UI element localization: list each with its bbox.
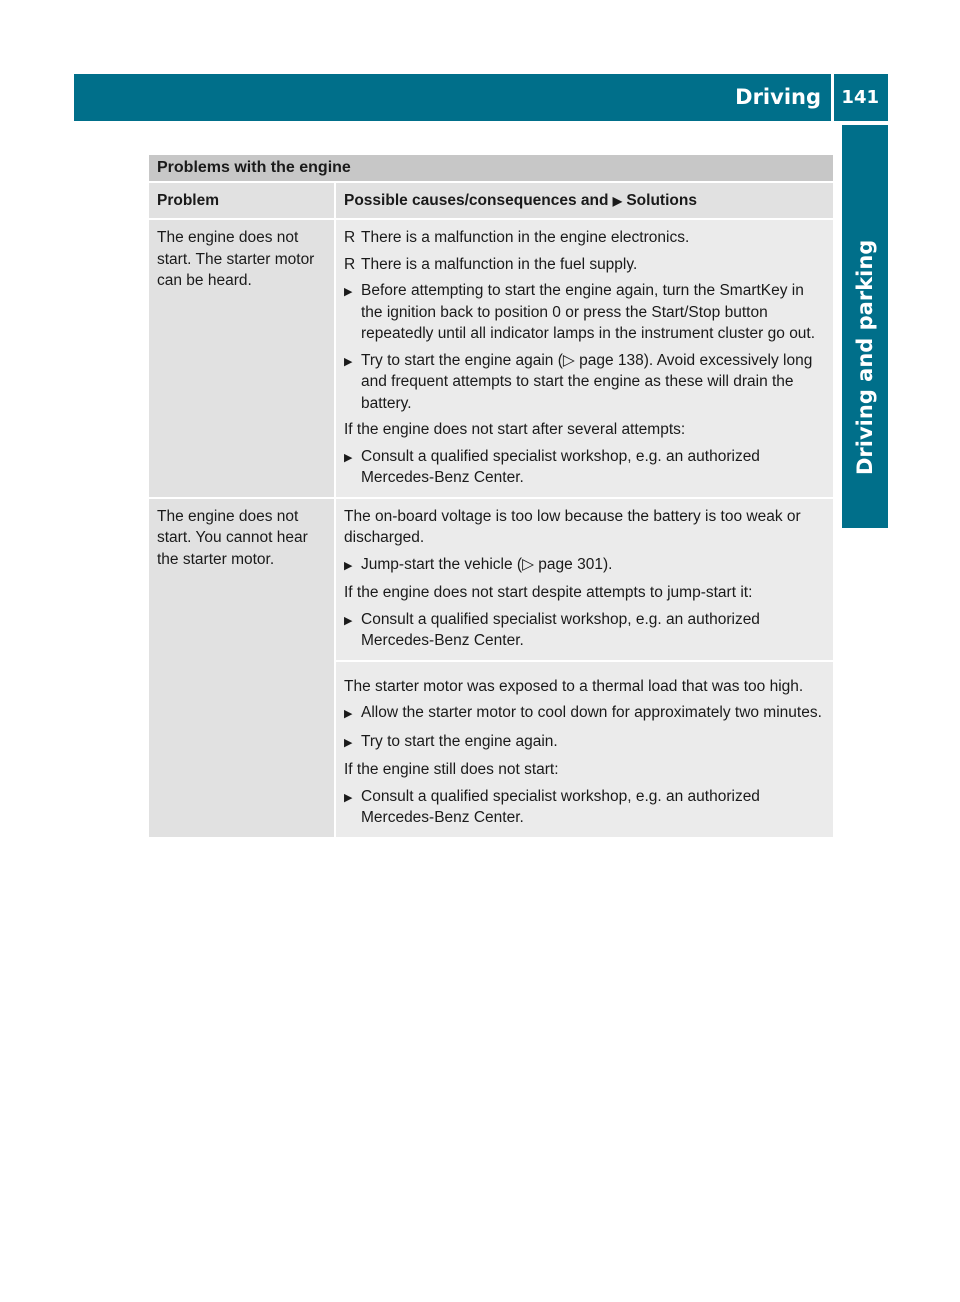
action-arrow-icon: ▶ xyxy=(344,614,353,627)
step-text: Try to start the engine again. xyxy=(361,732,558,750)
table-body xyxy=(149,220,833,837)
header-divider xyxy=(831,74,834,121)
column-header-problem: Problem xyxy=(149,183,336,218)
solution-step xyxy=(344,786,827,829)
table-row xyxy=(149,497,833,837)
column-header-solutions-text: Possible causes/consequences and xyxy=(344,192,609,209)
action-arrow-icon: ▶ xyxy=(344,559,353,572)
step-text: Try to start the engine again (▷ page 138). Avoid excessively long and frequent attempts to start the engine as these will drain the battery. xyxy=(361,351,813,412)
cause-block xyxy=(336,220,833,497)
column-header-solutions xyxy=(336,183,833,218)
solution-step xyxy=(344,609,827,652)
section-title: Driving xyxy=(735,85,821,109)
solutions-cell xyxy=(336,220,833,497)
bullet-icon: R xyxy=(344,255,356,273)
action-arrow-icon: ▶ xyxy=(344,286,353,298)
description-text: If the engine does not start despite attempts to jump-start it: xyxy=(344,584,753,601)
action-arrow-icon: ▶ xyxy=(344,451,353,464)
cause-block xyxy=(336,499,833,660)
description-text: If the engine still does not start: xyxy=(344,761,559,778)
action-arrow-icon: ▶ xyxy=(344,355,353,368)
step-text: Jump-start the vehicle (▷ page 301). xyxy=(361,555,613,573)
solutions-cell xyxy=(336,499,833,837)
cause-bullet xyxy=(344,227,827,249)
cause-bullet xyxy=(344,254,827,276)
solution-step xyxy=(344,446,827,489)
action-arrow-icon: ▶ xyxy=(344,708,353,720)
problem-cell: The engine does not start. The starter motor can be heard. xyxy=(149,220,336,497)
solution-step xyxy=(344,280,827,345)
step-text: Consult a qualified specialist workshop, e.g. an authorized Mercedes-Benz Center. xyxy=(361,447,760,486)
cause-text: There is a malfunction in the fuel supply. xyxy=(361,255,638,273)
action-arrow-icon: ▶ xyxy=(344,736,353,749)
problem-cell: The engine does not start. You cannot hear the starter motor. xyxy=(149,499,336,837)
step-text: Allow the starter motor to cool down for approximately two minutes. xyxy=(361,704,822,721)
solution-step xyxy=(344,731,827,755)
bullet-icon: R xyxy=(344,229,356,246)
cause-block xyxy=(336,660,833,837)
table-row xyxy=(149,220,833,497)
step-text: Consult a qualified specialist workshop, e.g. an authorized Mercedes-Benz Center. xyxy=(361,787,760,826)
page-number: 141 xyxy=(841,87,879,108)
description-text: If the engine does not start after several attempts: xyxy=(344,421,686,438)
step-text: Consult a qualified specialist workshop, e.g. an authorized Mercedes-Benz Center. xyxy=(361,610,760,649)
engine-problems-table xyxy=(149,155,833,837)
page-header xyxy=(74,74,888,121)
cause-text: There is a malfunction in the engine electronics. xyxy=(361,229,690,246)
solution-arrow-icon: ▶ xyxy=(612,194,623,208)
chapter-tab-label: Driving and parking xyxy=(853,239,877,475)
step-text: Before attempting to start the engine again, turn the SmartKey in the ignition back to position 0 or press the Start/Stop button repeatedly until all indicator lamps in the instrument cluster go out. xyxy=(361,282,816,342)
solution-step xyxy=(344,702,827,726)
description-text: The starter motor was exposed to a thermal load that was too high. xyxy=(344,677,804,695)
description-text: The on-board voltage is too low because the battery is too weak or discharged. xyxy=(344,507,801,546)
table-header xyxy=(149,183,833,220)
solution-step xyxy=(344,350,827,415)
column-header-solutions-suffix: Solutions xyxy=(626,192,697,209)
solution-step xyxy=(344,554,827,578)
action-arrow-icon: ▶ xyxy=(344,791,353,804)
table-title: Problems with the engine xyxy=(149,155,833,183)
